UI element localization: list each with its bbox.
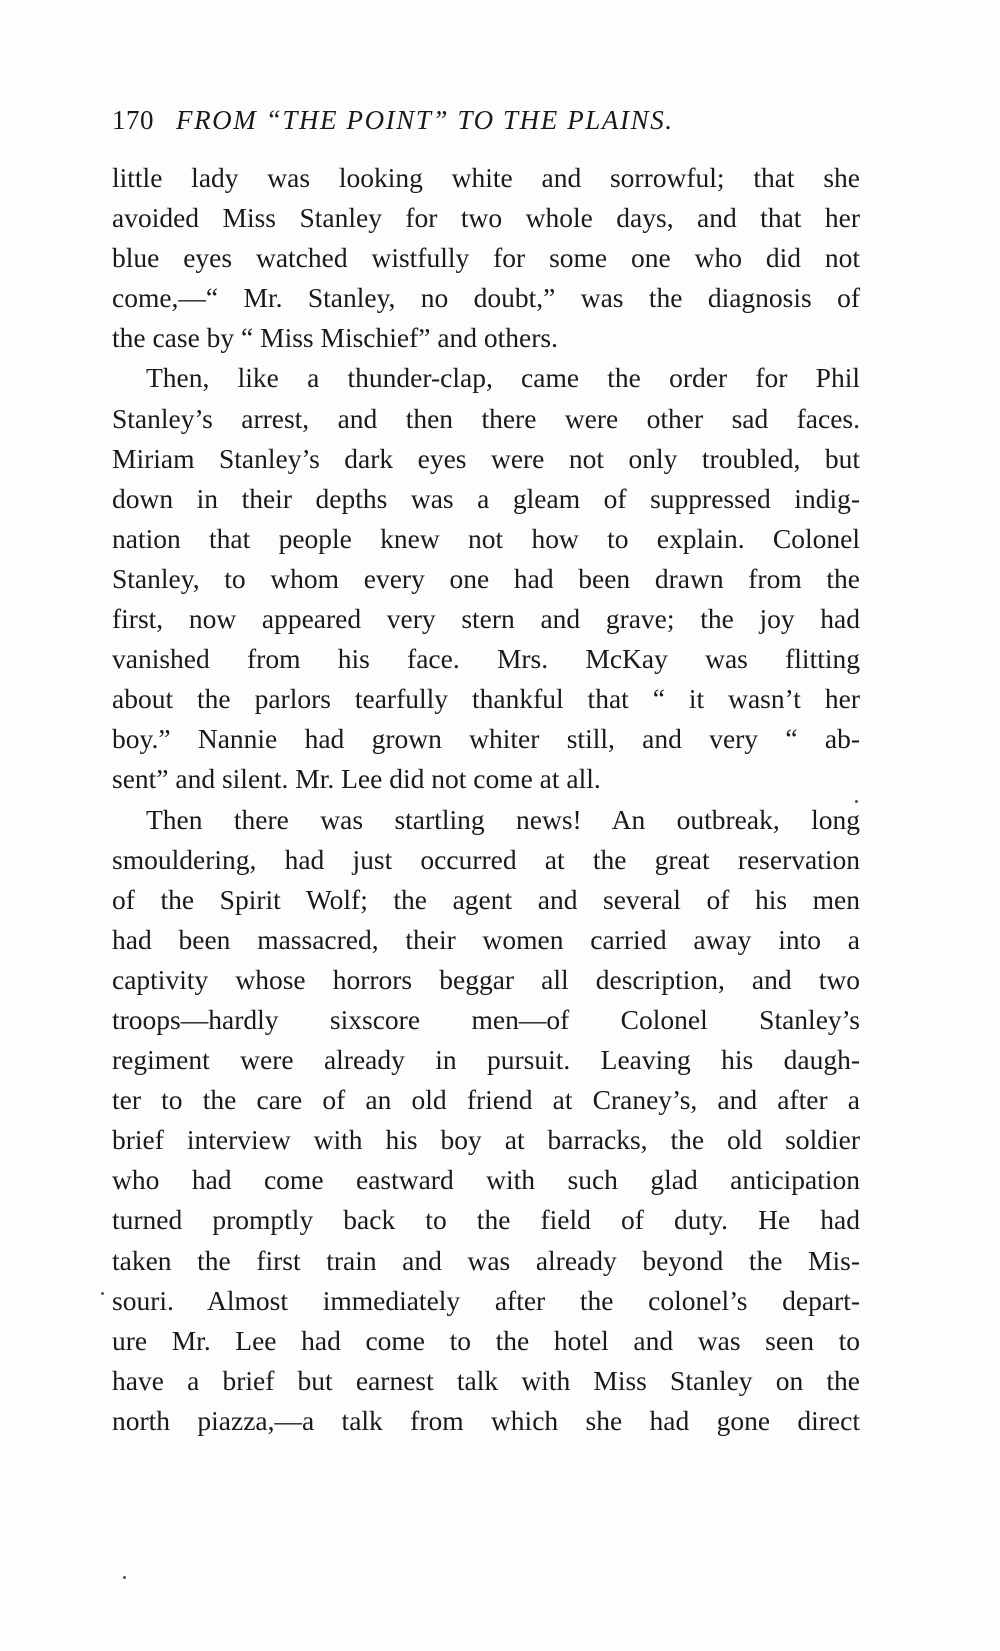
text-line: north piazza,—a talk from which she had gone direct <box>112 1404 860 1436</box>
text-line: avoided Miss Stanley for two whole days, and that her <box>112 202 860 234</box>
text-line: troops—hardly sixscore men—of Colonel Stanley’s <box>112 1003 860 1035</box>
text-line: captivity whose horrors beggar all description, and two <box>112 963 860 995</box>
text-line: ure Mr. Lee had come to the hotel and was seen to <box>112 1324 860 1356</box>
running-head <box>112 100 872 140</box>
page-number: 170 <box>112 105 154 135</box>
body-text <box>112 158 860 1441</box>
text-line: first, now appeared very stern and grave; the joy had <box>112 603 860 635</box>
text-line: brief interview with his boy at barracks, the old soldier <box>112 1124 860 1156</box>
text-line: Miriam Stanley’s dark eyes were not only troubled, but <box>112 442 860 474</box>
text-line: of the Spirit Wolf; the agent and several of his men <box>112 883 860 915</box>
text-line: about the parlors tearfully thankful that “ it wasn’t her <box>112 683 860 715</box>
text-line: smouldering, had just occurred at the great reservation <box>112 843 860 875</box>
text-line: blue eyes watched wistfully for some one who did not <box>112 242 860 274</box>
text-line: Stanley, to whom every one had been drawn from the <box>112 562 860 594</box>
paragraph-first-line: Then, like a thunder-clap, came the order for Phil <box>146 362 860 394</box>
text-line: nation that people knew not how to explain. Colonel <box>112 522 860 554</box>
text-line: who had come eastward with such glad anticipation <box>112 1164 860 1196</box>
text-line: turned promptly back to the field of duty. He had <box>112 1204 860 1236</box>
text-line: little lady was looking white and sorrowful; that she <box>112 162 860 193</box>
text-line: ter to the care of an old friend at Craney’s, and after a <box>112 1084 860 1116</box>
running-title: FROM “THE POINT” TO THE PLAINS. <box>176 105 674 135</box>
ink-speck <box>123 1576 126 1579</box>
text-line: souri. Almost immediately after the colonel’s depart- <box>112 1284 860 1316</box>
text-line: the case by “ Miss Mischief” and others. <box>112 322 558 354</box>
text-line: Stanley’s arrest, and then there were other sad faces. <box>112 402 860 434</box>
text-line: taken the first train and was already beyond the Mis- <box>112 1244 860 1276</box>
ink-speck <box>101 1292 104 1295</box>
text-line: sent” and silent. Mr. Lee did not come at all. <box>112 763 601 795</box>
ink-speck <box>855 800 858 803</box>
text-line: boy.” Nannie had grown whiter still, and very “ ab- <box>112 723 860 755</box>
text-line: had been massacred, their women carried away into a <box>112 923 860 955</box>
text-line: regiment were already in pursuit. Leaving his daugh- <box>112 1044 860 1076</box>
text-line: vanished from his face. Mrs. McKay was flitting <box>112 643 860 675</box>
paragraph-first-line: Then there was startling news! An outbreak, long <box>146 803 860 835</box>
text-line: down in their depths was a gleam of suppressed indig- <box>112 482 860 514</box>
text-line: come,—“ Mr. Stanley, no doubt,” was the diagnosis of <box>112 282 860 314</box>
text-line: have a brief but earnest talk with Miss Stanley on the <box>112 1364 860 1396</box>
